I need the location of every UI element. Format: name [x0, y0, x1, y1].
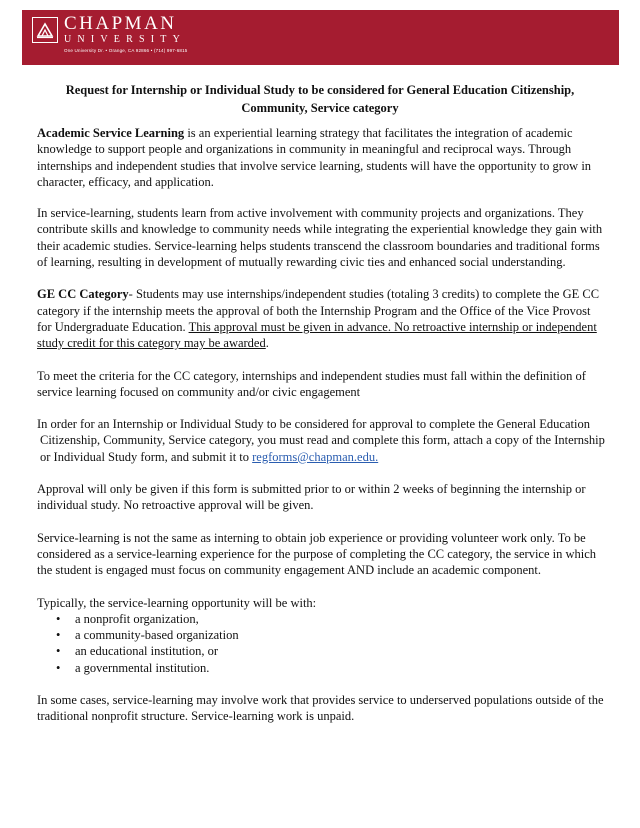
academic-service-learning-text: is an experiential learning strategy that facilitates the integration of academic knowledge to support people and organizations in community in meaningful and reciprocal ways. Through internships and independent studies that involve service learning, students will have the opportunity to grow in character, efficacy, and application.: [37, 126, 592, 189]
paragraph-not-interning: Service-learning is not the same as interning to obtain job experience or providing volunteer work only. To be considered as a service-learning experience for the purpose of completing the CC category, the service in which the student is engaged must focus on community engagement AND include an academic component.: [37, 530, 597, 578]
bullet-icon: •: [56, 660, 61, 675]
list-item: • a nonprofit organization,: [56, 611, 199, 626]
paragraph-approval: Approval will only be given if this form is submitted prior to or within 2 weeks of beginning the internship or individual study. No retroactive approval will be given.: [37, 482, 586, 513]
paragraph-submission: [37, 416, 607, 465]
paragraph-typically: Typically, the service-learning opportunity will be with:: [37, 595, 317, 610]
document-body: [37, 125, 607, 741]
logo-subtitle: UNIVERSITY: [64, 34, 186, 45]
paragraph-ge-cc-category: [37, 286, 607, 351]
document-title: Request for Internship or Individual Study to be considered for General Education Citizenship, Community, Service category: [65, 83, 575, 115]
logo-address: One University Dr. • Orange, CA 92866 • (714) 997-6815: [64, 48, 188, 53]
chapman-logo[interactable]: [32, 15, 188, 54]
advance-approval-note: This approval must be given in advance. No retroactive internship or independent study credit for this category may be awarded: [37, 319, 597, 351]
paragraph-underserved: In some cases, service-learning may involve work that provides service to underserved populations outside of the traditional nonprofit structure. Service-learning work is unpaid.: [37, 693, 604, 724]
paragraph-criteria: To meet the criteria for the CC category, internships and independent studies must fall within the definition of service learning focused on community and/or civic engagement: [37, 368, 586, 399]
email-link[interactable]: regforms@chapman.edu.: [252, 449, 379, 464]
paragraph-service-learning: In service-learning, students learn from active involvement with community projects and organizations. They contribute skills and knowledge to community needs while integrating the experiential knowledge they gain with their academic studies. Service-learning helps students transcend the classroom boundaries and traditional forms of learning, resulting in development of mutually rewarding civic ties and enhanced social understanding.: [37, 206, 603, 270]
list-item: • an educational institution, or: [56, 644, 219, 659]
submission-text: In order for an Internship or Individual Study to be considered for approval to complete the General Education Citizenship, Community, Service category, you must read and complete this form, attach a copy of the Internship or Individual Study form, and submit it to: [37, 417, 605, 464]
bullet-icon: •: [56, 611, 61, 626]
ge-cc-category-text: - Students may use internships/independent studies (totaling 3 credits) to complete the GE CC category if the internship meets the approval of both the Internship Program and the Office of the Vice Provost for Undergraduate Education.: [37, 287, 600, 334]
bullet-icon: •: [56, 644, 61, 659]
list-item: • a community-based organization: [56, 628, 239, 643]
academic-service-learning-lead: Academic Service Learning: [37, 126, 185, 140]
ge-cc-category-end: .: [265, 336, 269, 351]
bullet-icon: •: [56, 628, 61, 643]
chapman-seal-icon: [32, 17, 58, 43]
organization-list: [37, 611, 607, 676]
paragraph-academic-service-learning: [37, 125, 607, 190]
list-item: • a governmental institution.: [56, 660, 210, 675]
ge-cc-category-lead: GE CC Category: [37, 287, 129, 302]
logo-name: CHAPMAN: [64, 13, 177, 34]
header-banner: [22, 10, 619, 65]
